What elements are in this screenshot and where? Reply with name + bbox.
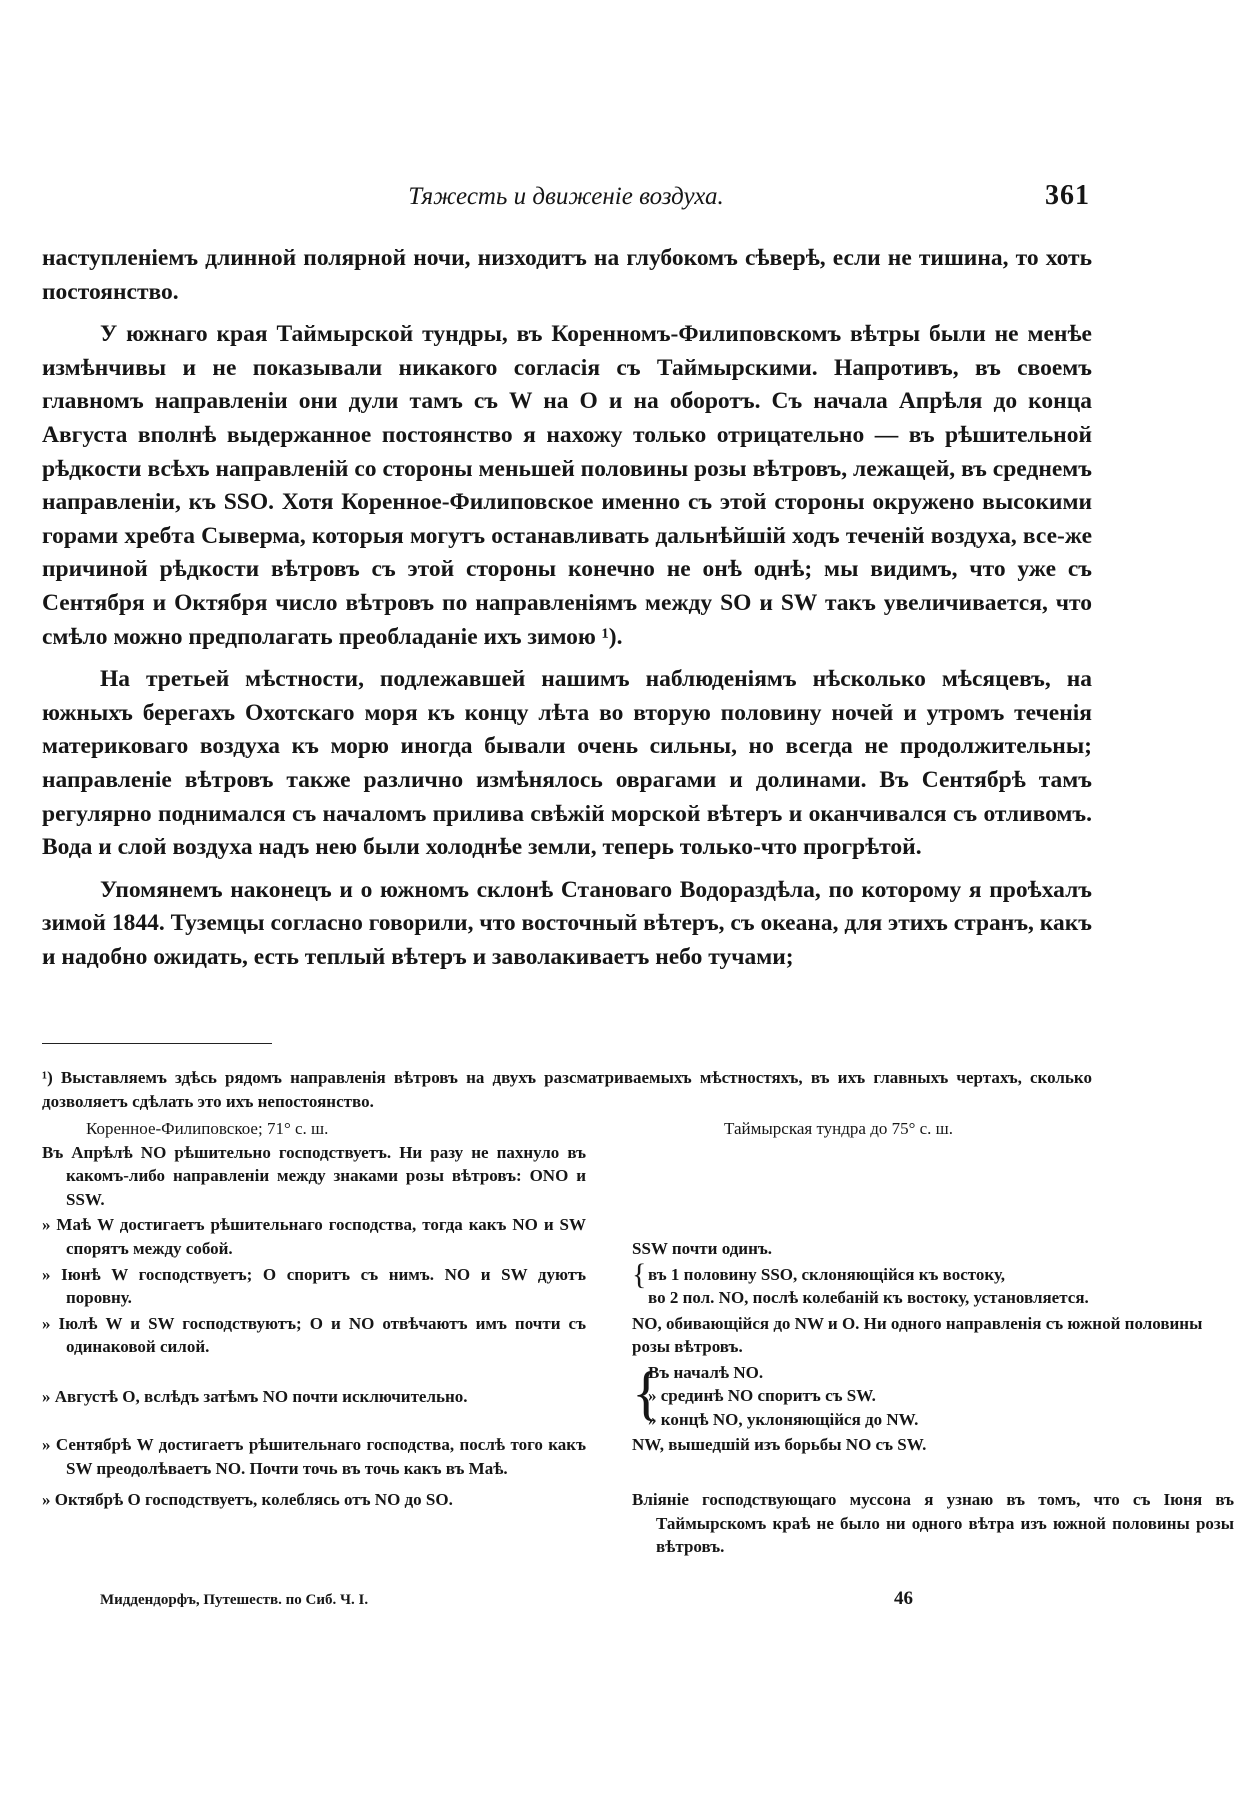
sheet-number: 46 — [894, 1588, 913, 1609]
left-cell: » Іюнѣ W господствуетъ; O споритъ съ нимъ. NO и SW дуютъ поровну. — [42, 1264, 586, 1307]
main-text — [42, 242, 1092, 983]
table-row — [42, 1361, 1234, 1434]
right-cell-line: во 2 пол. NO, послѣ колебаній къ востоку, установляется. — [648, 1288, 1089, 1307]
footnote-divider — [42, 1043, 272, 1044]
footnote-comparison-table — [42, 1117, 1234, 1561]
left-cell: » Августѣ O, вслѣдъ затѣмъ NO почти исключительно. — [42, 1386, 468, 1406]
right-cell-line: въ 1 половину SSO, склоняющійся къ востоку, — [648, 1264, 1006, 1284]
left-cell: » Октябрѣ O господствуетъ, колеблясь отъ NO до SO. — [42, 1490, 453, 1509]
footnote-intro: ¹) Выставляемъ здѣсь рядомъ направленія вѣтровъ на двухъ разсматриваемыхъ мѣстностяхъ, въ ихъ главныхъ чертахъ, сколько дозволяетъ сдѣлать это ихъ непостоянство. — [42, 1068, 1092, 1111]
paragraph: наступленіемъ длинной полярной ночи, низходитъ на глубокомъ сѣверѣ, если не тишина, то хоть постоянство. — [42, 245, 1092, 305]
left-cell: » Сентябрѣ W достигаетъ рѣшительнаго господства, послѣ того какъ SW преодолѣваетъ NO. Почти точь въ точь какъ въ Маѣ. — [42, 1435, 586, 1478]
right-cell: SSW почти одинъ. — [632, 1239, 773, 1258]
running-title: Тяжесть и движеніе воздуха. — [408, 183, 724, 210]
footnote — [42, 1066, 1234, 1561]
book-page — [42, 0, 1234, 1812]
col-right-title: Таймырская тундра до 75° с. ш. — [724, 1119, 954, 1138]
table-row — [42, 1482, 1234, 1561]
left-cell: Въ Апрѣлѣ NO рѣшительно господствуетъ. Ни разу не пахнуло въ какомъ-либо направленіи между знаками розы вѣтровъ: ONO и SSW. — [42, 1142, 586, 1209]
paragraph: На третьей мѣстности, подлежавшей нашимъ наблюденіямъ нѣсколько мѣсяцевъ, на южныхъ берегахъ Охотскаго моря къ концу лѣта во вторую половину ночей и утромъ теченія материковаго воздуха къ морю иногда бывали очень сильны, но всегда не продолжительны; направленіе вѣтровъ также различно измѣнялось оврагами и долинами. Въ Сентябрѣ тамъ регулярно поднимался съ началомъ прилива свѣжій морской вѣтеръ и оканчивался съ отливомъ. Вода и слой воздуха надъ нею были холоднѣе земли, теперь только-что прогрѣтой. — [42, 666, 1092, 861]
right-cell-line: » срединѣ NO споритъ съ SW. — [648, 1386, 876, 1405]
table-row — [42, 1433, 1234, 1482]
right-brace-group — [632, 1361, 1234, 1432]
right-cell: NW, вышедшій изъ борьбы NO съ SW. — [632, 1435, 927, 1454]
right-cell: NO, обивающійся до NW и O. Ни одного направленія съ южной половины розы вѣтровъ. — [632, 1313, 1203, 1356]
paragraph: У южнаго края Таймырской тундры, въ Коренномъ-Филиповскомъ вѣтры были не менѣе измѣнчивы и не показывали никакого согласія съ Таймырскими. Напротивъ, въ своемъ главномъ направленіи они дули тамъ съ W на O и на оборотъ. Съ начала Апрѣля до конца Августа вполнѣ выдержанное постоянство я нахожу только отрицательно — въ рѣшительной рѣдкости всѣхъ направленій со стороны меньшей половины розы вѣтровъ, лежащей, въ среднемъ направленіи, къ SSO. Хотя Коренное-Филиповское именно съ этой стороны окружено высокими горами хребта Сыверма, которыя могутъ останавливать дальнѣйшій ходъ теченій воздуха, все-же причиной рѣдкости вѣтровъ съ этой стороны конечно не онѣ однѣ; мы видимъ, что уже съ Сентября и Октября число вѣтровъ по направленіямъ между SO и SW такъ увеличивается, что смѣло можно предполагать преобладаніе ихъ зимою ¹). — [42, 321, 1092, 650]
table-row — [42, 1141, 1234, 1214]
printer-signature: Миддендорфъ, Путешеств. по Сиб. Ч. I. — [100, 1592, 369, 1608]
left-cell: » Іюлѣ W и SW господствуютъ; O и NO отвѣчаютъ имъ почти съ одинаковой силой. — [42, 1313, 586, 1356]
paragraph: Упомянемъ наконецъ и о южномъ склонѣ Становаго Водораздѣла, по которому я проѣхалъ зимой 1844. Туземцы согласно говорили, что восточный вѣтеръ, съ океана, для этихъ странъ, какъ и надобно ожидать, есть теплый вѣтеръ и заволакиваетъ небо тучами; — [42, 876, 1092, 970]
table-row — [42, 1263, 1234, 1312]
table-row — [42, 1312, 1234, 1361]
brace-icon: { — [632, 1359, 661, 1426]
brace-icon: { — [632, 1257, 647, 1291]
page-number: 361 — [1045, 180, 1090, 211]
right-cell-line: Въ началѣ NO. — [648, 1362, 764, 1382]
col-left-title: Коренное-Филиповское; 71° с. ш. — [86, 1119, 329, 1138]
right-cell-line: » концѣ NO, уклоняющійся до NW. — [648, 1409, 919, 1429]
table-header-row — [42, 1117, 1234, 1141]
right-brace-group — [632, 1257, 1234, 1310]
running-header — [42, 180, 1090, 217]
right-cell: Вліяніе господствующаго муссона я узнаю въ томъ, что съ Іюня въ Таймырскомъ краѣ не было ни одного вѣтра изъ южной половины розы вѣтровъ. — [632, 1490, 1234, 1556]
table-row — [42, 1213, 1234, 1263]
left-cell: » Маѣ W достигаетъ рѣшительнаго господства, тогда какъ NO и SW спорятъ между собой. — [42, 1215, 586, 1258]
